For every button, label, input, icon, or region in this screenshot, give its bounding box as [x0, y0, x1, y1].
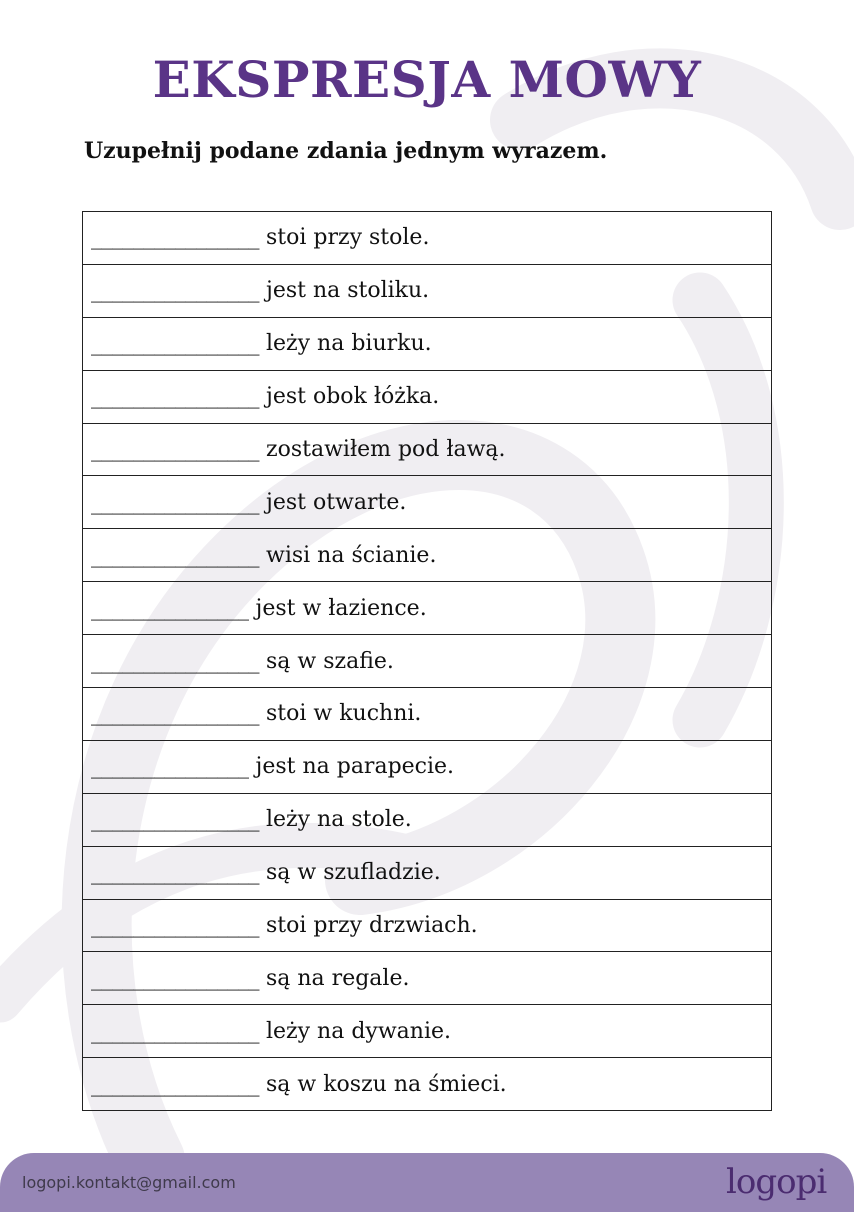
sentence-cell[interactable]: [83, 740, 772, 793]
answer-blank: _______________: [91, 754, 249, 780]
sentence-cell[interactable]: [83, 212, 772, 265]
sentence-text: stoi w kuchni.: [259, 701, 422, 727]
sentence-text: są w koszu na śmieci.: [259, 1071, 507, 1097]
answer-blank: _______________: [91, 595, 249, 621]
sentence-text: są na regale.: [259, 965, 410, 991]
table-row: [83, 423, 772, 476]
sentence-cell[interactable]: [83, 582, 772, 635]
sentence-cell[interactable]: [83, 317, 772, 370]
answer-blank: ________________: [91, 701, 259, 727]
sentence-cell[interactable]: [83, 688, 772, 741]
sentence-cell[interactable]: [83, 635, 772, 688]
answer-blank: ________________: [91, 331, 259, 357]
table-row: [83, 846, 772, 899]
table-row: [83, 529, 772, 582]
exercise-table-wrap: [82, 211, 772, 1111]
answer-blank: ________________: [91, 384, 259, 410]
logopi-logo: [724, 1159, 828, 1205]
sentence-text: jest w łazience.: [248, 595, 427, 621]
sentence-cell[interactable]: [83, 264, 772, 317]
instruction-text: Uzupełnij podane zdania jednym wyrazem.: [84, 138, 608, 164]
table-row: [83, 1005, 772, 1058]
sentence-cell[interactable]: [83, 423, 772, 476]
table-row: [83, 476, 772, 529]
table-row: [83, 1058, 772, 1111]
sentence-cell[interactable]: [83, 846, 772, 899]
sentence-cell[interactable]: [83, 899, 772, 952]
table-row: [83, 688, 772, 741]
answer-blank: ________________: [91, 1071, 259, 1097]
sentence-cell[interactable]: [83, 952, 772, 1005]
table-row: [83, 370, 772, 423]
table-row: [83, 635, 772, 688]
sentence-cell[interactable]: [83, 793, 772, 846]
table-row: [83, 317, 772, 370]
table-row: [83, 952, 772, 1005]
logo-wordmark: logopi: [726, 1162, 827, 1202]
answer-blank: ________________: [91, 913, 259, 939]
answer-blank: ________________: [91, 278, 259, 304]
sentence-text: jest otwarte.: [259, 489, 407, 515]
answer-blank: ________________: [91, 489, 259, 515]
sentence-cell[interactable]: [83, 370, 772, 423]
answer-blank: ________________: [91, 542, 259, 568]
sentence-text: jest obok łóżka.: [259, 384, 440, 410]
table-row: [83, 264, 772, 317]
footer-email: logopi.kontakt@gmail.com: [22, 1173, 236, 1192]
sentence-text: stoi przy drzwiach.: [259, 913, 478, 939]
sentence-text: jest na parapecie.: [248, 754, 455, 780]
answer-blank: ________________: [91, 1018, 259, 1044]
sentence-text: leży na biurku.: [259, 331, 432, 357]
answer-blank: ________________: [91, 807, 259, 833]
sentence-text: stoi przy stole.: [259, 225, 430, 251]
answer-blank: ________________: [91, 437, 259, 462]
footer-bar: [0, 1153, 854, 1212]
sentence-cell[interactable]: [83, 1005, 772, 1058]
exercise-table: [82, 211, 772, 1111]
table-row: [83, 899, 772, 952]
sentence-text: są w szufladzie.: [259, 860, 441, 886]
sentence-text: leży na dywanie.: [259, 1018, 452, 1044]
table-row: [83, 740, 772, 793]
sentence-text: zostawiłem pod ławą.: [259, 437, 506, 462]
answer-blank: ________________: [91, 965, 259, 991]
answer-blank: ________________: [91, 648, 259, 674]
sentence-text: leży na stole.: [259, 807, 412, 833]
sentence-text: są w szafie.: [259, 648, 394, 674]
table-row: [83, 582, 772, 635]
answer-blank: ________________: [91, 860, 259, 886]
table-row: [83, 212, 772, 265]
sentence-text: wisi na ścianie.: [259, 542, 437, 568]
answer-blank: ________________: [91, 225, 259, 251]
page-title: EKSPRESJA MOWY: [152, 50, 702, 109]
sentence-cell[interactable]: [83, 529, 772, 582]
sentence-text: jest na stoliku.: [259, 278, 430, 304]
table-row: [83, 793, 772, 846]
sentence-cell[interactable]: [83, 1058, 772, 1111]
sentence-cell[interactable]: [83, 476, 772, 529]
